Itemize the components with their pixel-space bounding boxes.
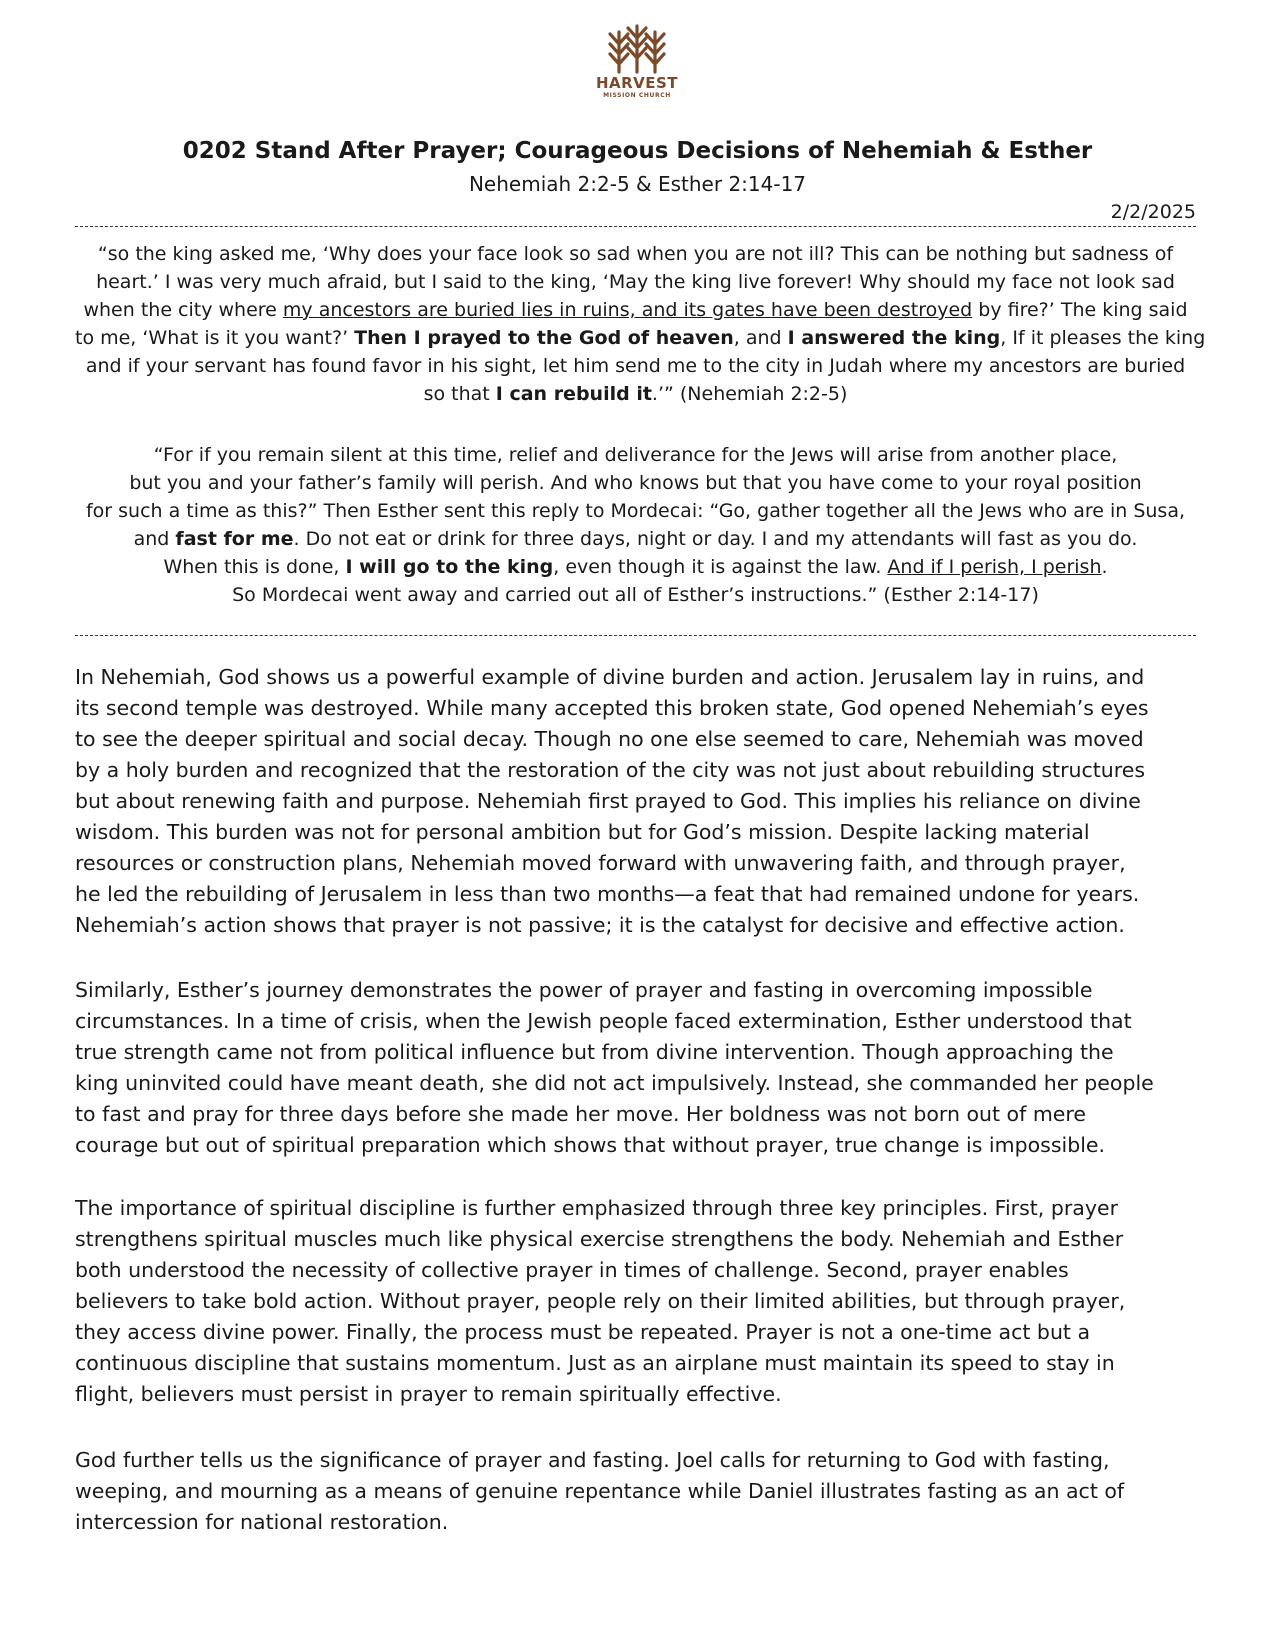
- bold-text: I can rebuild it: [495, 383, 652, 405]
- paragraph-line: its second temple was destroyed. While many accepted this broken state, God opened Nehemiah’s eyes: [75, 696, 1149, 720]
- bold-text: I will go to the king: [345, 556, 554, 578]
- dashed-divider-top: [75, 226, 1196, 227]
- paragraph-line: weeping, and mourning as a means of genuine repentance while Daniel illustrates fasting as an act of: [75, 1479, 1125, 1503]
- underlined-text: been destroyed: [823, 299, 973, 321]
- paragraph-line: both understood the necessity of collective prayer in times of challenge. Second, prayer enables: [75, 1258, 1069, 1282]
- bold-text: Then I prayed to the God of heaven: [354, 327, 734, 349]
- esther-quote: [75, 441, 1196, 609]
- paragraph-line: intercession for national restoration.: [75, 1510, 449, 1534]
- quote-line: so that I can rebuild it.’” (Nehemiah 2:2-5): [423, 383, 848, 405]
- scripture-reference: Nehemiah 2:2-5 & Esther 2:14-17: [468, 172, 807, 196]
- paragraph-line: they access divine power. Finally, the process must be repeated. Prayer is not a one-time act but a: [75, 1320, 1091, 1344]
- underlined-text: my ancestors are buried lies in ruins, and its gates have: [282, 299, 818, 321]
- quote-line: for such a time as this?” Then Esther sent this reply to Mordecai: “Go, gather together all the Jews who are in Susa,: [85, 500, 1186, 522]
- paragraph-line: by a holy burden and recognized that the restoration of the city was not just about rebuilding structures: [75, 758, 1146, 782]
- nehemiah-quote: [75, 240, 1206, 408]
- quote-line: and fast for me. Do not eat or drink for three days, night or day. I and my attendants will fast as you do.: [133, 528, 1138, 550]
- paragraph-line: courage but out of spiritual preparation which shows that without prayer, true change is impossible.: [75, 1133, 1106, 1157]
- paragraph-line: true strength came not from political influence but from divine intervention. Though approaching the: [75, 1040, 1114, 1064]
- wheat-logo-icon: [606, 22, 668, 74]
- paragraph-line: resources or construction plans, Nehemiah moved forward with unwavering faith, and through prayer,: [75, 851, 1126, 875]
- sermon-title: 0202 Stand After Prayer; Courageous Decisions of Nehemiah & Esther: [182, 138, 1093, 164]
- quote-line: When this is done, I will go to the king, even though it is against the law. And if I perish, I perish.: [163, 556, 1108, 578]
- paragraph-line: God further tells us the significance of prayer and fasting. Joel calls for returning to God with fasting,: [75, 1448, 1110, 1472]
- quote-line: but you and your father’s family will perish. And who knows but that you have come to your royal position: [129, 472, 1142, 494]
- paragraph-line: circumstances. In a time of crisis, when the Jewish people faced extermination, Esther understood that: [75, 1009, 1132, 1033]
- bold-text: I answered the king: [787, 327, 1001, 349]
- paragraph-line: Similarly, Esther’s journey demonstrates the power of prayer and fasting in overcoming impossible: [75, 978, 1093, 1002]
- quote-line: heart.’ I was very much afraid, but I said to the king, ‘May the king live forever! Why should my face not look sad: [96, 271, 1175, 293]
- paragraph-line: but about renewing faith and purpose. Nehemiah first prayed to God. This implies his reliance on divine: [75, 789, 1141, 813]
- paragraph-line: In Nehemiah, God shows us a powerful example of divine burden and action. Jerusalem lay in ruins, and: [75, 665, 1145, 689]
- dashed-divider-bottom: [75, 635, 1196, 636]
- quote-line: to me, ‘What is it you want?’ Then I prayed to the God of heaven, and I answered the king, If it pleases the king: [75, 327, 1206, 349]
- logo-name: HARVEST: [595, 74, 679, 92]
- paragraph-line: to see the deeper spiritual and social decay. Though no one else seemed to care, Nehemiah was moved: [75, 727, 1144, 751]
- paragraph-line: strengthens spiritual muscles much like physical exercise strengthens the body. Nehemiah and Esther: [75, 1227, 1124, 1251]
- quote-line: and if your servant has found favor in his sight, let him send me to the city in Judah where my ancestors are buried: [85, 355, 1186, 377]
- paragraph-line: wisdom. This burden was not for personal ambition but for God’s mission. Despite lacking material: [75, 820, 1090, 844]
- paragraph-line: king uninvited could have meant death, she did not act impulsively. Instead, she commanded her people: [75, 1071, 1154, 1095]
- paragraph-esther: [75, 975, 1203, 1161]
- paragraph-line: to fast and pray for three days before she made her move. Her boldness was not born out of mere: [75, 1102, 1087, 1126]
- quote-line: So Mordecai went away and carried out all of Esther’s instructions.” (Esther 2:14-17): [232, 584, 1039, 606]
- paragraph-fasting: [75, 1445, 1203, 1538]
- bold-text: fast for me: [175, 528, 294, 550]
- logo-subname: MISSION CHURCH: [603, 92, 671, 99]
- paragraph-line: flight, believers must persist in prayer to remain spiritually effective.: [75, 1382, 782, 1406]
- underlined-text: And if I perish, I perish: [887, 556, 1102, 578]
- paragraph-line: he led the rebuilding of Jerusalem in less than two months—a feat that had remained undone for years.: [75, 882, 1140, 906]
- sermon-date: 2/2/2025: [1110, 201, 1196, 223]
- paragraph-line: The importance of spiritual discipline is further emphasized through three key principles. First, prayer: [75, 1196, 1118, 1220]
- paragraph-line: continuous discipline that sustains momentum. Just as an airplane must maintain its speed to stay in: [75, 1351, 1115, 1375]
- quote-line: “For if you remain silent at this time, relief and deliverance for the Jews will arise from another place,: [153, 444, 1118, 466]
- paragraph-principles: [75, 1193, 1203, 1410]
- church-logo: [582, 22, 692, 100]
- quote-line: “so the king asked me, ‘Why does your face look so sad when you are not ill? This can be nothing but sadness of: [97, 243, 1174, 265]
- quote-line: when the city where my ancestors are buried lies in ruins, and its gates have been destroyed by fire?’ The king said: [83, 299, 1188, 321]
- paragraph-nehemiah: [75, 662, 1203, 941]
- paragraph-line: believers to take bold action. Without prayer, people rely on their limited abilities, but through prayer,: [75, 1289, 1126, 1313]
- paragraph-line: Nehemiah’s action shows that prayer is not passive; it is the catalyst for decisive and effective action.: [75, 913, 1125, 937]
